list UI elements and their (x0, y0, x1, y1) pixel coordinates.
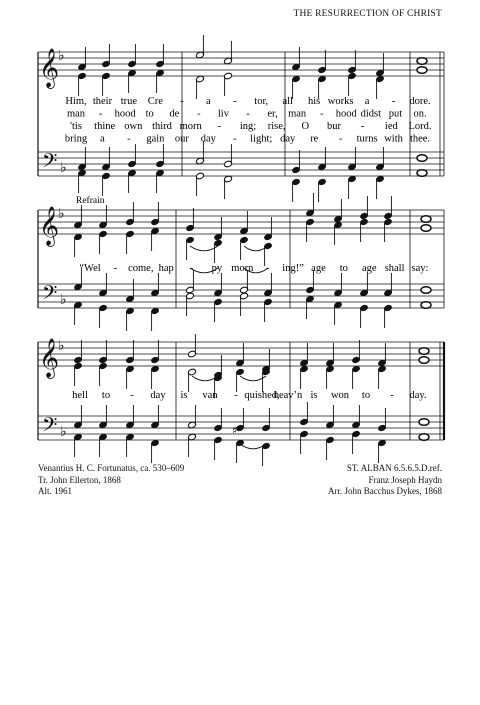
lyric-syllable: - (233, 133, 237, 145)
slur (240, 444, 266, 449)
lyric-syllable: hap (158, 263, 174, 274)
page-title: THE RESURRECTION OF CHRIST (293, 9, 442, 19)
lyric-syllable: ing!” (282, 263, 304, 274)
lyric-syllable: dore. (409, 96, 431, 107)
credit-translator: Tr. John Ellerton, 1868 (38, 474, 121, 485)
lyric-syllable: O (301, 121, 310, 132)
lyric-syllable: - (234, 390, 238, 401)
lyric-syllable: 'tis (70, 121, 82, 132)
lyric-syllable: heav’n (273, 390, 303, 401)
lyric-syllable: - (265, 263, 270, 274)
lyric-syllable: their (92, 96, 113, 107)
lyric-syllable: - (391, 96, 396, 107)
lyric-syllable: Lord. (408, 121, 432, 132)
lyric-syllable: a (364, 96, 370, 107)
tune-credits (328, 463, 442, 498)
lyric-syllable: man (66, 108, 86, 120)
lyric-syllable: van (202, 390, 218, 401)
note-head (417, 170, 427, 177)
lyric-syllable: - (98, 108, 103, 120)
tune-name: ST. ALBAN 6.5.6.5.D.ref. (346, 463, 442, 473)
flat-sign-icon: ♭ (58, 48, 65, 64)
lyric-syllable: is (310, 390, 318, 401)
lyric-syllable: day. (409, 390, 427, 401)
lyric-syllable: all (282, 96, 293, 107)
lyric-syllable: liv (217, 108, 229, 120)
lyric-syllable: is (180, 390, 188, 401)
note-head (419, 357, 429, 364)
lyric-syllable: - (233, 96, 237, 107)
note-head (421, 287, 431, 294)
lyric-syllable: shall (384, 263, 405, 274)
lyric-syllable: Him, (65, 96, 87, 107)
lyric-syllable: ing; (239, 121, 257, 132)
lyric-syllable: - (130, 390, 134, 401)
credit-alteration: Alt. 1961 (38, 486, 73, 496)
slur (192, 376, 218, 381)
flat-sign-icon: ♭ (58, 338, 65, 354)
treble-clef-icon: 𝄞 (39, 338, 60, 378)
note-head (419, 419, 429, 426)
lyric-syllable: a (100, 133, 105, 145)
lyric-syllable: thine (94, 121, 116, 132)
lyric-syllable: Cre (147, 96, 163, 107)
lyric-syllable: third (152, 121, 172, 132)
lyric-syllable: - (390, 390, 394, 401)
lyric-syllable: ied (384, 121, 398, 132)
note-head (421, 225, 431, 232)
lyric-syllable: to (101, 390, 111, 401)
lyric-syllable: “Wel (79, 263, 101, 274)
lyric-syllable: tor, (254, 96, 269, 107)
lyric-syllable: hood (335, 108, 357, 120)
bass-clef-icon: 𝄢 (42, 149, 58, 177)
lyric-syllable: - (217, 121, 222, 132)
lyric-syllable: say: (411, 263, 429, 274)
lyric-syllable: turns (356, 133, 378, 145)
lyric-syllable: thee. (409, 133, 431, 145)
lyric-syllable: put (388, 108, 403, 120)
lyric-syllable: bring (64, 133, 88, 145)
credit-arranger: Arr. John Bacchus Dykes, 1868 (328, 486, 442, 496)
refrain-label: Refrain (76, 196, 105, 206)
note-head (419, 348, 429, 355)
lyric-syllable: gain (146, 133, 165, 145)
lyric-syllable: own (124, 121, 143, 132)
lyric-syllable: day (280, 133, 296, 145)
credit-composer: Franz Joseph Haydn (368, 474, 442, 485)
note-head (417, 155, 427, 162)
lyric-syllable: day (150, 390, 166, 401)
lyric-syllable: come, (128, 263, 154, 274)
lyric-syllable: - (180, 96, 184, 107)
note-head (417, 58, 427, 65)
note-head (417, 67, 427, 74)
lyric-syllable: de (169, 108, 180, 120)
lyric-syllable: light; (250, 133, 273, 145)
lyric-syllable: age (361, 263, 377, 274)
lyric-syllable: rise, (267, 121, 286, 132)
lyric-syllable: - (127, 133, 131, 145)
slur (190, 246, 218, 251)
lyric-syllable: our (174, 133, 189, 145)
text-credits (38, 463, 184, 498)
lyric-syllable: a (205, 96, 211, 107)
lyric-syllable: quished, (244, 390, 280, 401)
lyric-syllable: bur (327, 121, 341, 132)
lyric-syllable: didst (360, 108, 382, 120)
lyric-syllable: morn (231, 263, 254, 274)
flat-sign-icon: ♭ (60, 424, 67, 440)
lyric-syllable: with (384, 133, 403, 145)
lyric-syllable: - (113, 263, 118, 274)
lyric-syllable: - (197, 108, 201, 120)
note-head (421, 216, 431, 223)
lyric-syllable: er, (267, 108, 278, 120)
lyric-syllable: - (338, 133, 343, 145)
bass-clef-icon: 𝄢 (42, 413, 58, 441)
lyric-syllable: - (189, 263, 194, 274)
lyric-syllable: day (200, 133, 216, 145)
lyric-syllable: won (330, 390, 350, 401)
note-head (421, 302, 431, 309)
lyric-syllable: py (211, 263, 223, 274)
slur (240, 376, 266, 381)
sharp-sign-icon: ♯ (232, 424, 238, 437)
lyric-syllable: his (308, 96, 321, 107)
lyric-syllable: - (360, 121, 365, 132)
lyric-syllable: hell (72, 390, 88, 401)
lyric-syllable: re (310, 133, 319, 145)
lyric-syllable: hood (114, 108, 136, 120)
flat-sign-icon: ♭ (60, 160, 67, 176)
flat-sign-icon: ♭ (58, 206, 65, 222)
lyric-syllable: to (145, 108, 154, 120)
lyric-syllable: to (361, 390, 371, 401)
flat-sign-icon: ♭ (60, 292, 67, 308)
lyric-syllable: morn (179, 121, 202, 132)
note-head (419, 434, 429, 441)
treble-clef-icon: 𝄞 (39, 206, 60, 246)
treble-clef-icon: 𝄞 (39, 48, 60, 88)
lyric-syllable: works (327, 96, 354, 107)
lyric-syllable: - (246, 108, 250, 120)
lyric-syllable: - (319, 108, 324, 120)
lyric-syllable: on. (413, 108, 427, 120)
lyric-syllable: to (339, 263, 348, 274)
bass-clef-icon: 𝄢 (42, 281, 58, 309)
lyric-syllable: true (120, 96, 138, 107)
credit-author: Venantius H. C. Fortunatus, ca. 530–609 (38, 463, 185, 473)
lyric-syllable: age (311, 263, 326, 274)
lyric-syllable: man (288, 108, 307, 120)
